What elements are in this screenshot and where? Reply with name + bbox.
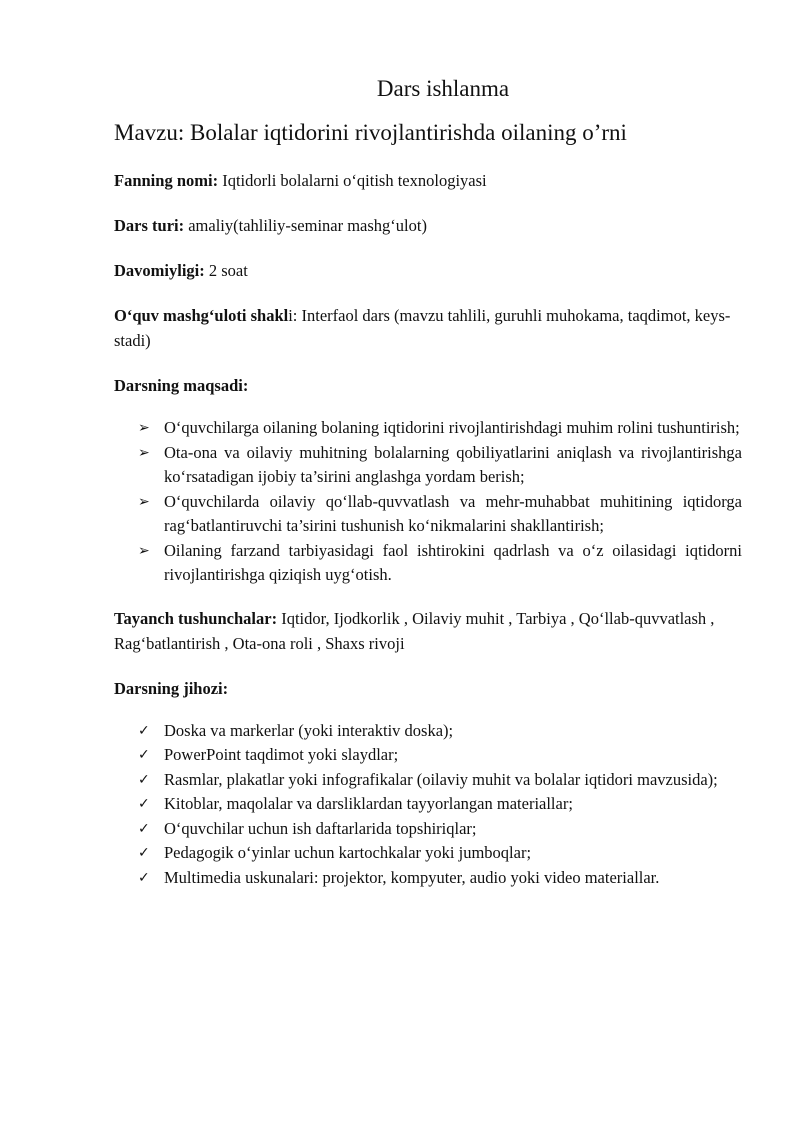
field-subject bbox=[114, 168, 742, 193]
goal-text: O‘quvchilarda oilaviy qo‘llab-quvvatlash va mehr-muhabbat muhitining iqtidorga rag‘batlantiruvchi ta’sirini tushunish ko‘nikmalarini shakllantirish; bbox=[164, 491, 742, 535]
checkmark-icon: ✓ bbox=[138, 722, 150, 739]
checkmark-icon: ✓ bbox=[138, 845, 150, 861]
list-item bbox=[136, 719, 742, 744]
list-item bbox=[136, 792, 742, 817]
field-lesson-type-value: amaliy(tahliliy-seminar mashg‘ulot) bbox=[184, 216, 427, 235]
list-item bbox=[136, 817, 742, 842]
field-lesson-form-value: i: Interfaol dars (mavzu tahlili, guruhli muhokama, taqdimot, keys-stadi) bbox=[114, 306, 731, 350]
equipment-text: O‘quvchilar uchun ish daftarlarida topshiriqlar; bbox=[164, 818, 477, 838]
field-lesson-form bbox=[114, 303, 742, 353]
list-item bbox=[136, 841, 742, 866]
key-concepts-label: Tayanch tushunchalar: bbox=[114, 608, 278, 628]
checkmark-icon: ✓ bbox=[138, 796, 150, 812]
goal-text: Ota-ona va oilaviy muhitning bolalarning qobiliyatlarini aniqlash va rivojlantirishga ko‘rsatadigan ijobiy ta’sirini anglashga yordam berish; bbox=[164, 442, 742, 486]
checkmark-icon: ✓ bbox=[138, 869, 150, 886]
arrow-bullet-icon: ➢ bbox=[138, 444, 150, 461]
field-duration bbox=[114, 258, 742, 283]
list-item bbox=[136, 866, 742, 891]
field-lesson-form-label: O‘quv mashg‘uloti shakl bbox=[114, 306, 289, 325]
topic-line: Mavzu: Bolalar iqtidorini rivojlantirishda oilaning o’rni bbox=[114, 120, 627, 145]
equipment-text: Doska va markerlar (yoki interaktiv doska); bbox=[164, 720, 454, 740]
list-item bbox=[136, 490, 742, 539]
equipment-text: Rasmlar, plakatlar yoki infografikalar (oilaviy muhit va bolalar iqtidori mavzusida); bbox=[164, 769, 718, 789]
checkmark-icon: ✓ bbox=[138, 820, 150, 837]
list-item bbox=[136, 743, 742, 768]
list-item bbox=[136, 768, 742, 793]
key-concepts bbox=[114, 606, 742, 656]
arrow-bullet-icon: ➢ bbox=[138, 420, 150, 436]
equipment-text: Kitoblar, maqolalar va darsliklardan tayyorlangan materiallar; bbox=[164, 794, 573, 813]
checkmark-icon: ✓ bbox=[138, 771, 150, 788]
equipment-heading: Darsning jihozi: bbox=[114, 678, 229, 698]
key-concepts-value: Iqtidor, Ijodkorlik , Oilaviy muhit , Tarbiya , Qo‘llab-quvvatlash , Rag‘batlantirish , Ota-ona roli , Shaxs rivoji bbox=[114, 608, 715, 653]
field-subject-label: Fanning nomi: bbox=[114, 171, 219, 190]
goals-list bbox=[114, 416, 742, 588]
field-duration-label: Davomiyligi: bbox=[114, 261, 205, 280]
arrow-bullet-icon: ➢ bbox=[138, 493, 150, 510]
equipment-text: PowerPoint taqdimot yoki slaydlar; bbox=[164, 745, 399, 764]
list-item bbox=[136, 539, 742, 588]
equipment-list bbox=[114, 719, 742, 891]
equipment-text: Multimedia uskunalari: projektor, kompyuter, audio yoki video materiallar. bbox=[164, 867, 660, 887]
goal-text: O‘quvchilarga oilaning bolaning iqtidorini rivojlantirishdagi muhim rolini tushuntirish; bbox=[164, 418, 740, 437]
arrow-bullet-icon: ➢ bbox=[138, 542, 150, 559]
goal-text: Oilaning farzand tarbiyasidagi faol ishtirokini qadrlash va o‘z oilasidagi iqtidorni rivojlantirishga qiziqish uyg‘otish. bbox=[164, 540, 742, 584]
list-item bbox=[136, 441, 742, 490]
field-subject-value: Iqtidorli bolalarni o‘qitish texnologiyasi bbox=[218, 171, 487, 190]
field-lesson-type bbox=[114, 213, 742, 238]
list-item bbox=[136, 416, 742, 441]
equipment-text: Pedagogik o‘yinlar uchun kartochkalar yoki jumboqlar; bbox=[164, 843, 532, 862]
field-lesson-type-label: Dars turi: bbox=[114, 216, 185, 235]
document-title: Dars ishlanma bbox=[376, 76, 510, 101]
checkmark-icon: ✓ bbox=[138, 747, 150, 763]
goals-heading: Darsning maqsadi: bbox=[114, 376, 249, 395]
field-duration-value: 2 soat bbox=[204, 261, 248, 280]
